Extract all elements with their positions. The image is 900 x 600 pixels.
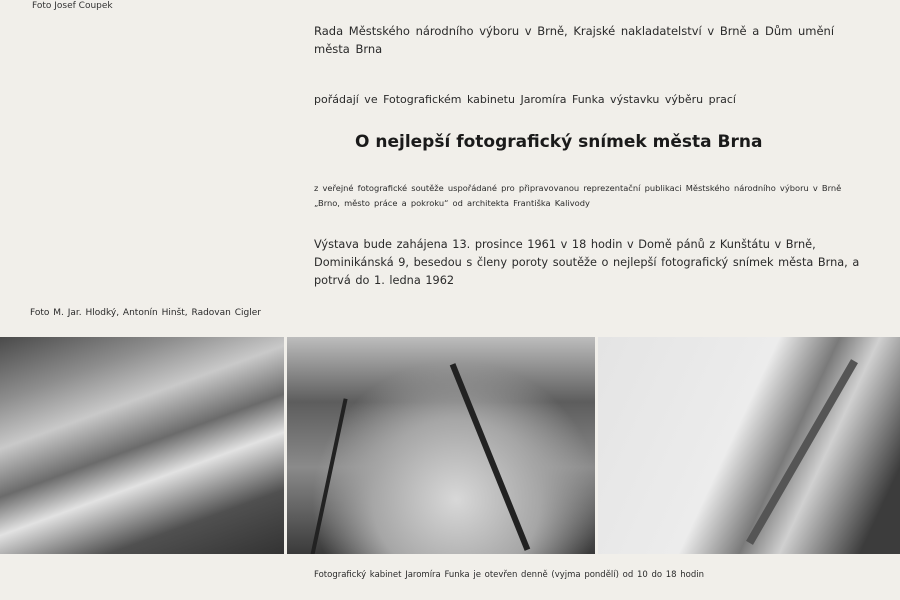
photo-credit: Foto M. Jar. Hlodký, Antonín Hinšt, Radovan Cigler <box>30 308 261 318</box>
photo-credit-top: Foto Josef Coupek <box>32 1 113 11</box>
tree-trunk <box>310 398 347 554</box>
subtitle-text: z veřejné fotografické soutěže uspořádané pro připravovanou reprezentační publikaci Městského národního výboru v Brně „Brno, město práce a pokroku“ od architekta Františka Kalivody <box>314 183 842 208</box>
photo-frozen-lake <box>598 337 900 554</box>
photo-rooftops <box>0 337 284 554</box>
details-text: Výstava bude zahájena 13. prosince 1961 v 18 hodin v Domě pánů z Kunštátu v Brně, Dominikánská 9, besedou s členy poroty soutěže o nejlepší fotografický snímek města Brna, a potrvá do 1. ledna 1962 <box>314 238 860 287</box>
photo-winter-street <box>287 337 595 554</box>
opening-hours: Fotografický kabinet Jaromíra Funka je otevřen denně (vyjma pondělí) od 10 do 18 hodin <box>314 570 705 580</box>
organizers-text: Rada Městského národního výboru v Brně, Krajské nakladatelství v Brně a Dům umění města Brna <box>314 24 835 56</box>
bridge <box>746 359 858 545</box>
exhibition-title: O nejlepší fotografický snímek města Brna <box>355 132 763 152</box>
photo-strip <box>0 337 900 554</box>
announcement-text: pořádají ve Fotografickém kabinetu Jaromíra Funka výstavku výběru prací <box>314 93 736 106</box>
tree-trunk <box>450 363 530 551</box>
